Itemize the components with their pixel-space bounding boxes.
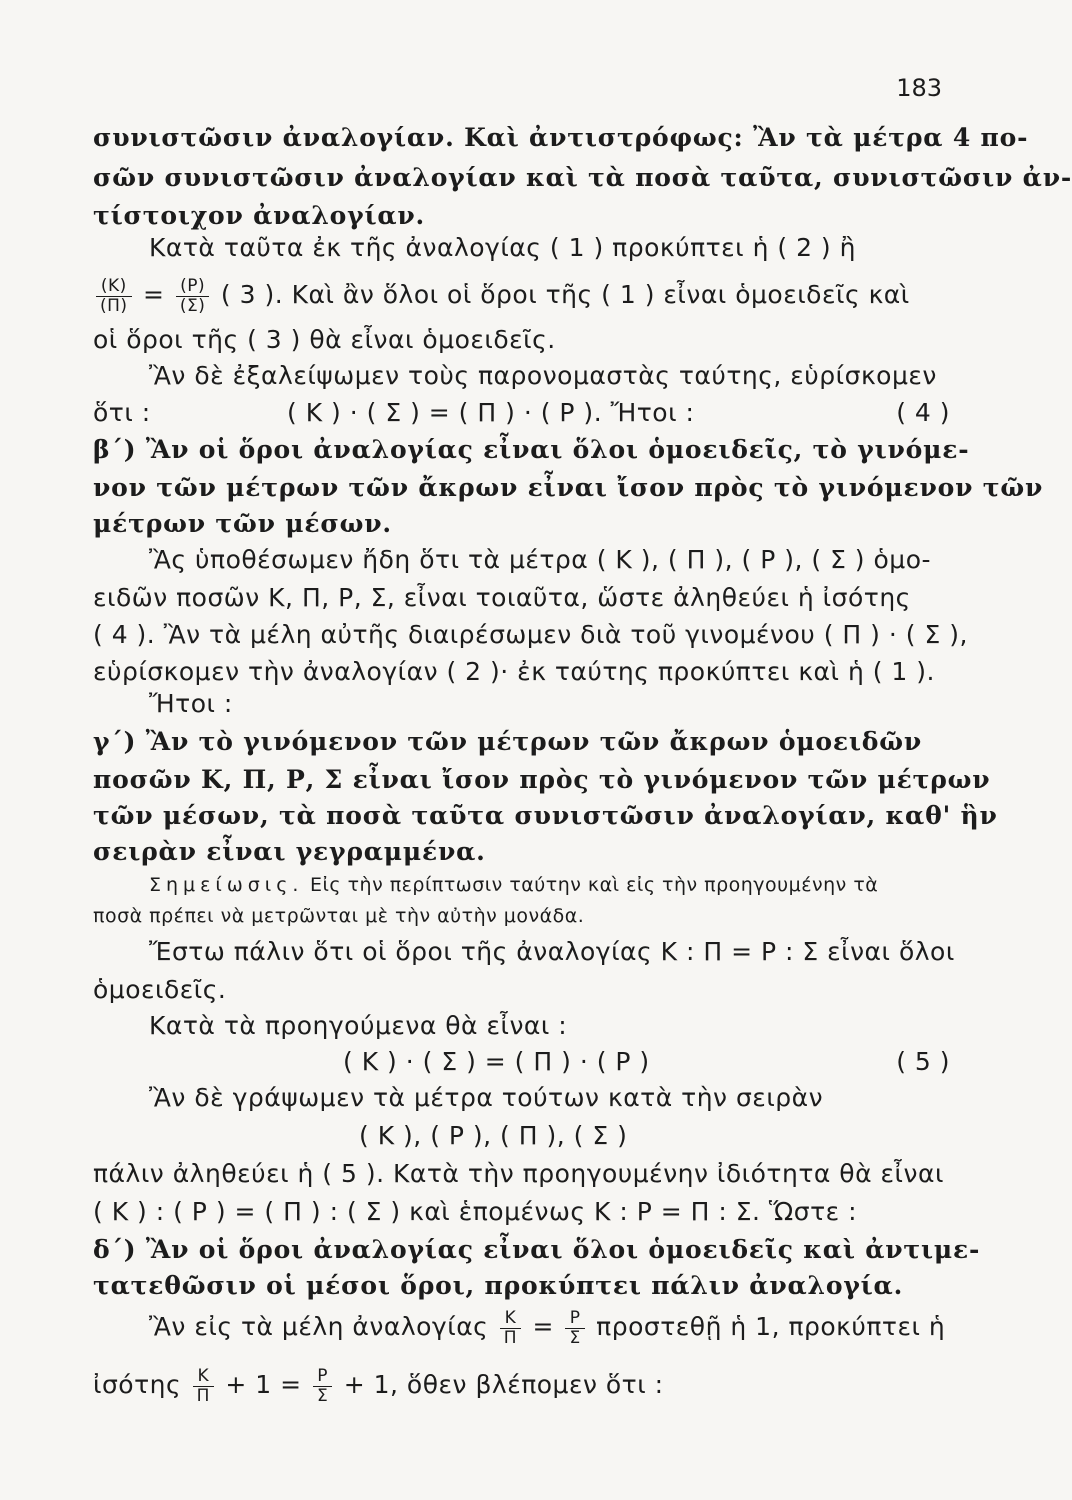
fraction-k-over-p: $\frac{K}{\Pi}$ <box>500 1309 521 1348</box>
note-label: Σημείωσις. <box>149 874 304 896</box>
text-line: ποσῶν Κ, Π, Ρ, Σ εἶναι ἴσον πρὸς τὸ γινόμενον τῶν μέτρων <box>93 765 991 794</box>
fraction-k-over-p: $\frac{K}{\Pi}$ <box>193 1367 214 1406</box>
equation-number: ( 4 ) <box>896 398 950 427</box>
text-line: ειδῶν ποσῶν Κ, Π, Ρ, Σ, εἶναι τοιαῦτα, ὥστε ἀληθεύει ἡ ἰσότης <box>93 583 911 612</box>
text-line: γ΄) Ἂν τὸ γινόμενον τῶν μέτρων τῶν ἄκρων ὁμοειδῶν <box>93 727 922 756</box>
text-line: τατεθῶσιν οἱ μέσοι ὅροι, προκύπτει πάλιν ἀναλογία. <box>93 1271 904 1300</box>
equation-number: ( 5 ) <box>896 1047 950 1076</box>
text-line: Ἤτοι : <box>149 689 233 718</box>
text-line: Κατὰ τὰ προηγούμενα θὰ εἶναι : <box>149 1011 568 1040</box>
text-line: εὑρίσκομεν τὴν ἀναλογίαν ( 2 )· ἐκ ταύτης προκύπτει καὶ ἡ ( 1 ). <box>93 657 935 686</box>
text-line: σῶν συνιστῶσιν ἀναλογίαν καὶ τὰ ποσὰ ταῦτα, συνιστῶσιν ἀν- <box>93 163 1072 192</box>
fraction-r-over-s: $\frac{P}{\Sigma}$ <box>313 1367 332 1406</box>
fraction-line <box>93 266 950 324</box>
equation: ( Κ ), ( Ρ ), ( Π ), ( Σ ) <box>359 1121 628 1150</box>
text-line: Ἂν δὲ γράψωμεν τὰ μέτρα τούτων κατὰ τὴν σειρὰν <box>149 1083 824 1112</box>
equals-sign: = <box>143 280 165 309</box>
text-line: πάλιν ἀληθεύει ἡ ( 5 ). Κατὰ τὴν προηγουμένην ἰδιότητα θὰ εἶναι <box>93 1159 944 1188</box>
equation: ( Κ ) · ( Σ ) = ( Π ) · ( Ρ ) <box>343 1047 650 1076</box>
text-line: οἱ ὅροι τῆς ( 3 ) θὰ εἶναι ὁμοειδεῖς. <box>93 325 556 354</box>
equals-sign: = <box>532 1312 554 1341</box>
equation-line-4 <box>93 393 950 433</box>
text-span: προστεθῇ ἡ 1, προκύπτει ἡ <box>596 1312 946 1341</box>
text-line: ( 4 ). Ἂν τὰ μέλη αὐτῆς διαιρέσωμεν διὰ τοῦ γινομένου ( Π ) · ( Σ ), <box>93 620 968 649</box>
text-line: Ἂς ὑποθέσωμεν ἤδη ὅτι τὰ μέτρα ( Κ ), ( Π ), ( Ρ ), ( Σ ) ὁμο- <box>149 545 932 574</box>
text-span: Εἰς τὴν περίπτωσιν ταύτην καὶ εἰς τὴν προηγουμένην τὰ <box>309 874 879 896</box>
fraction-r-over-s: $\frac{P}{\Sigma}$ <box>565 1309 584 1348</box>
equation: ( Κ ) · ( Σ ) = ( Π ) · ( Ρ ). Ἤτοι : <box>287 398 695 427</box>
page-number: 183 <box>896 74 942 102</box>
text-line: ( Κ ) : ( Ρ ) = ( Π ) : ( Σ ) καὶ ἑπομένως Κ : Ρ = Π : Σ. Ὥστε : <box>93 1197 858 1226</box>
text-span: ἰσότης <box>93 1370 182 1399</box>
text-line: μέτρων τῶν μέσων. <box>93 509 392 538</box>
fraction-r-over-s: $\frac{(P)}{(\Sigma)}$ <box>176 277 210 316</box>
text-line: Ἔστω πάλιν ὅτι οἱ ὅροι τῆς ἀναλογίας Κ : Π = Ρ : Σ εἶναι ὅλοι <box>149 937 955 966</box>
text-line: συνιστῶσιν ἀναλογίαν. Καὶ ἀντιστρόφως: Ἂν τὰ μέτρα 4 πο- <box>93 123 1029 152</box>
text-line: Κατὰ ταῦτα ἐκ τῆς ἀναλογίας ( 1 ) προκύπτει ἡ ( 2 ) ἢ <box>149 233 856 262</box>
text-line: Ἂν δὲ ἐξαλείψωμεν τοὺς παρονομαστὰς ταύτης, εὑρίσκομεν <box>149 361 937 390</box>
text-span: Ἂν εἰς τὰ μέλη ἀναλογίας <box>149 1312 489 1341</box>
text-line: β΄) Ἂν οἱ ὅροι ἀναλογίας εἶναι ὅλοι ὁμοειδεῖς, τὸ γινόμε- <box>93 435 970 464</box>
text-span: + 1 = <box>225 1370 302 1399</box>
text-line: τῶν μέσων, τὰ ποσὰ ταῦτα συνιστῶσιν ἀναλογίαν, καθ' ἣν <box>93 801 998 830</box>
text-line: σειρὰν εἶναι γεγραμμένα. <box>93 837 486 866</box>
text-line: τίστοιχον ἀναλογίαν. <box>93 201 426 230</box>
text-span: + 1, ὅθεν βλέπομεν ὅτι : <box>343 1370 664 1399</box>
equation-line-5 <box>93 1042 950 1082</box>
text-line: δ΄) Ἂν οἱ ὅροι ἀναλογίας εἶναι ὅλοι ὁμοειδεῖς καὶ ἀντιμε- <box>93 1235 981 1264</box>
fraction-line <box>93 1356 950 1414</box>
fraction-k-over-p: $\frac{(K)}{(\Pi)}$ <box>96 277 132 316</box>
text-line: ὁμοειδεῖς. <box>93 975 227 1004</box>
text-span: ( 3 ). Καὶ ἂν ὅλοι οἱ ὅροι τῆς ( 1 ) εἶναι ὁμοειδεῖς καὶ <box>220 280 910 309</box>
equation-line <box>93 1116 950 1156</box>
note-line: ποσὰ πρέπει νὰ μετρῶνται μὲ τὴν αὐτὴν μονάδα. <box>93 905 585 927</box>
fraction-line <box>93 1298 1006 1356</box>
text-line: νον τῶν μέτρων τῶν ἄκρων εἶναι ἴσον πρὸς τὸ γινόμενον τῶν <box>93 473 1044 502</box>
text-span: ὅτι : <box>93 398 151 427</box>
